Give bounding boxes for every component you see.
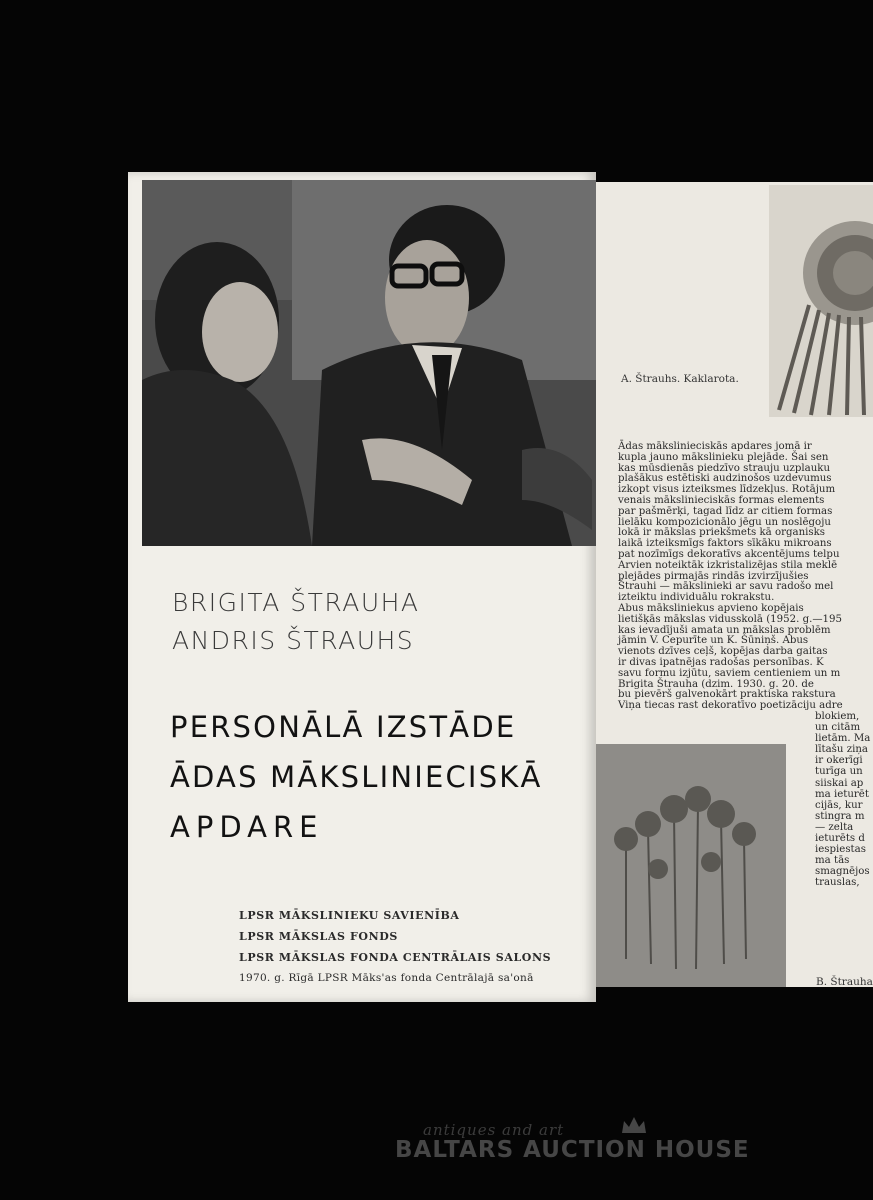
watermark-tagline: antiques and art — [423, 1121, 565, 1139]
article-line: ieturēts d — [815, 833, 865, 845]
title-line: ĀDAS MĀKSLINIECISKĀ — [170, 760, 543, 794]
artist-name: BRIGITA ŠTRAUHA — [172, 588, 420, 617]
organizer: LPSR MĀKSLAS FONDA CENTRĀLAIS SALONS — [239, 951, 552, 964]
article-line: iespiestas — [815, 844, 866, 856]
article-line: izteiktu individuālu rokrakstu. — [618, 592, 775, 604]
article-line: par pašmērķi, tagad līdz ar citiem formas — [618, 505, 833, 517]
article-line: ma ieturēt — [815, 788, 869, 800]
caption-top: A. Štrauhs. Kaklarota. — [621, 373, 739, 385]
article-line: jāmin V. Cepurīte un K. Šūniņš. Abus — [618, 635, 809, 647]
article-line: un citām — [815, 722, 861, 734]
article-line: lītašu ziņa — [815, 744, 868, 756]
exhibition-title — [170, 702, 543, 852]
article-line: venais mākslinieciskās formas elements — [618, 494, 825, 506]
article-line: Viņa tiecas rast dekoratīvo poetizāciju adre — [618, 700, 843, 712]
article-line: lokā ir mākslas priekšmets kā organisks — [618, 527, 826, 539]
article-line: turīga un — [815, 766, 863, 778]
article-line: Abus māksliniekus apvieno kopējais — [618, 602, 804, 614]
article-line: kupla jauno mākslinieku plejāde. Šai sen — [618, 451, 829, 463]
article-line: izkopt visus izteiksmes līdzekļus. Rotājum — [618, 484, 836, 496]
organizer: LPSR MĀKSLAS FONDS — [239, 930, 398, 943]
article-line: Brigita Štrauha (dzim. 1930. g. 20. de — [618, 678, 814, 690]
article-line: trauslas, — [815, 877, 860, 889]
portrait-photo — [142, 180, 596, 546]
article-line: Ādas mākslinieciskās apdares jomā ir — [618, 441, 812, 452]
flowers-artwork-image — [596, 744, 786, 987]
article-line: laikā izteiksmīgs faktors sīkāku mikroans — [618, 538, 832, 550]
article-line: Štrauhi — mākslinieki ar savu radošo mel — [618, 581, 834, 593]
article-line: ma tās — [815, 855, 850, 867]
article-line: cijās, kur — [815, 799, 863, 811]
article-line: siiskai ap — [815, 777, 864, 789]
article-line: blokiem, — [815, 711, 860, 722]
booklet-spread — [128, 172, 873, 1002]
right-page — [596, 182, 873, 987]
article-line: ir divas ipatnējas radošas personības. K — [618, 656, 824, 668]
title-line: PERSONĀLĀ IZSTĀDE — [170, 710, 517, 744]
caption-bottom: B. Štrauha — [816, 976, 873, 987]
article-line: — zelta — [815, 821, 854, 833]
article-line: pat nozīmīgs dekoratīvs akcentējums telpu — [618, 548, 840, 560]
crown-icon — [619, 1113, 649, 1137]
article-line: stingra m — [815, 810, 865, 822]
article-line: lielāku kompozicionālo jēgu un noslēgoju — [618, 516, 831, 528]
auction-house-watermark — [393, 1121, 793, 1171]
artist-names — [172, 584, 420, 660]
date-place: 1970. g. Rīgā LPSR Māks'as fonda Centrālajā sa'onā — [239, 972, 534, 984]
organizers-list — [239, 905, 551, 989]
necklace-image — [769, 185, 873, 417]
article-line: Arvien noteiktāk izkristalizējas stila meklē — [618, 559, 838, 571]
watermark-name: BALTARS AUCTION HOUSE — [395, 1137, 750, 1163]
article-text — [618, 442, 873, 712]
article-line: kas mūsdienās piedzīvo strauju uzplauku — [618, 462, 831, 474]
article-line: lietām. Ma — [815, 733, 871, 745]
article-line: kas ievadījuši amata un mākslas problēm — [618, 624, 831, 636]
title-line: APDARE — [170, 810, 324, 844]
article-line: plejādes pirmajās rindās izvirzījušies — [618, 570, 809, 582]
article-line: vienots dzīves ceļš, kopējas darba gaitas — [618, 646, 828, 658]
article-line: bu pievērš galvenokārt praktiska rakstura — [618, 689, 836, 701]
article-line: plašākus estētiski audzinošos uzdevumus — [618, 473, 832, 485]
article-narrow-column — [815, 711, 870, 889]
left-page — [128, 172, 596, 1002]
article-line: ir okerīgi — [815, 755, 863, 767]
article-line: lietišķās mākslas vidusskolā (1952. g.—195 — [618, 613, 842, 625]
article-line: smagnējos — [815, 866, 870, 878]
artist-name: ANDRIS ŠTRAUHS — [172, 626, 415, 655]
organizer: LPSR MĀKSLINIEKU SAVIENĪBA — [239, 909, 460, 922]
article-line: savu formu izjūtu, saviem centieniem un m — [618, 667, 841, 679]
